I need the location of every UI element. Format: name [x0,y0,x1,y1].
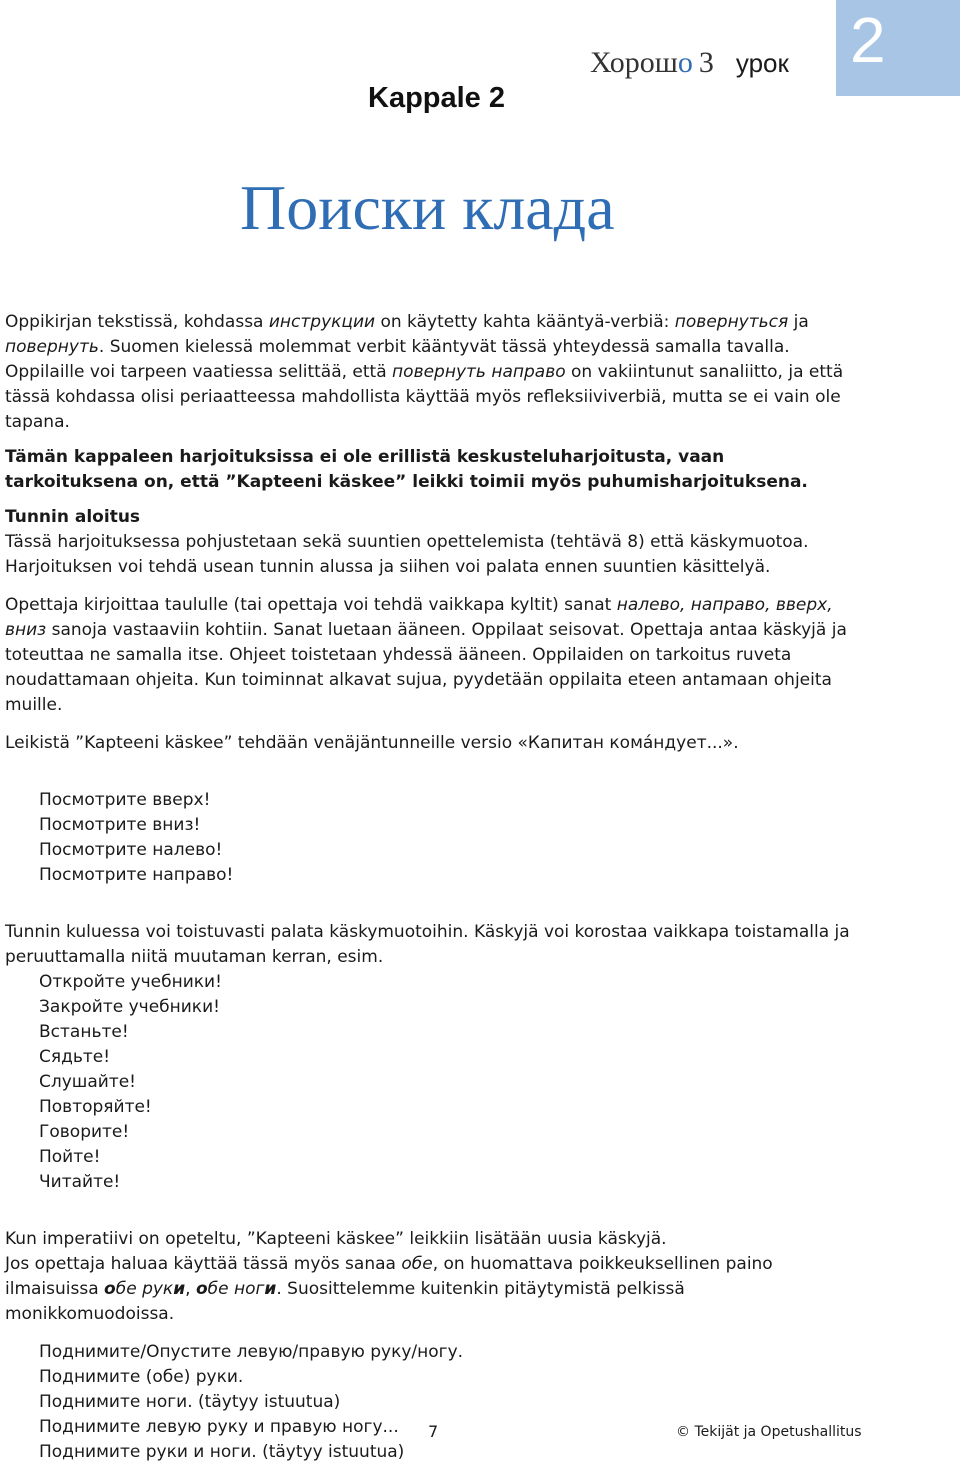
start-heading: Tunnin aloitus [5,507,141,527]
repeat-paragraph: Tunnin kuluessa voi toistuvasti palata käskymuotoihin. Käskyjä voi korostaa vaikkapa toistamalla ja peruuttamalla niitä muutaman kerran, esim. [5,922,850,967]
chapter-badge-number: 2 [850,4,886,76]
chapter-badge [836,0,960,96]
series-number: 3 [698,46,714,79]
series-urok: урок [735,48,789,78]
list-item: Поднимите (обе) руки. [39,1367,244,1387]
main-content [5,310,855,1465]
list-item: Говорите! [39,1122,130,1142]
list-item: Поднимите левую руку и правую ногу... [39,1417,399,1437]
list-item: Повторяйте! [39,1097,152,1117]
command-list-directions [5,788,855,888]
list-item: Закройте учебники! [39,997,220,1017]
imperative-line-1: Kun imperatiivi on opeteltu, ”Kapteeni käskee” leikkiin lisätään uusia käskyjä. [5,1229,667,1249]
list-item: Посмотрите вниз! [39,815,201,835]
series-word: Хорош [590,46,678,79]
list-item: Посмотрите направо! [39,865,234,885]
series-word-o: о [677,46,693,79]
copyright: © Tekijät ja Opetushallitus [676,1424,862,1440]
chapter-heading: Kappale 2 [368,82,505,114]
teacher-paragraph: Opettaja kirjoittaa taululle (tai opettaja voi tehdä vaikkapa kyltit) sanat налево, направо, вверх, вниз sanoja vastaaviin kohtiin. Sanat luetaan ääneen. Oppilaat seisovat. Opettaja antaa käskyjä ja toteuttaa ne samalla itse. Ohjeet toistetaan yhdessä ääneen. Oppilaiden on tarkoitus ruveta noudattamaan ohjeita. Kun toiminnat alkavat sujua, pyydetään oppilaita eteen antamaan ohjeita muille. [5,595,847,715]
imperative-line-2: Jos opettaja haluaa käyttää tässä myös sanaa обе, on huomattava poikkeuksellinen paino ilmaisuissa обе руки, обе ноги. Suosittelemme kuitenkin pitäytymistä pelkissä monikkomuodoissa. [5,1254,773,1324]
list-item: Поднимите ноги. (täytyy istuutua) [39,1392,341,1412]
command-list-body [5,1340,855,1465]
page-number: 7 [428,1422,439,1441]
game-line: Leikistä ”Kapteeni käskee” tehdään venäjäntunneille versio «Капитан комáндует...». [5,733,739,753]
list-item: Посмотрите вверх! [39,790,211,810]
intro-paragraph: Oppikirjan tekstissä, kohdassa инструкции on käytetty kahta kääntyä-verbiä: повернуться ja повернуть. Suomen kielessä molemmat verbit kääntyvät tässä yhteydessä samalla tavalla. Oppilaille voi tarpeen vaatiessa selittää, että повернуть направо on vakiintunut sanaliitto, ja että tässä kohdassa olisi periaatteessa mahdollista käyttää myös refleksiiviverbiä, mutta se ei vain ole tapana. [5,312,844,432]
start-text: Tässä harjoituksessa pohjustetaan sekä suuntien opettelemista (tehtävä 8) että käskymuotoa. Harjoituksen voi tehdä usean tunnin alussa ja siihen voi palata ennen suuntien käsittelyä. [5,532,809,577]
list-item: Откройте учебники! [39,972,222,992]
list-item: Читайте! [39,1172,121,1192]
list-item: Слушайте! [39,1072,136,1092]
list-item: Пойте! [39,1147,101,1167]
page-title: Поиски клада [240,172,615,243]
list-item: Встаньте! [39,1022,129,1042]
bold-note: Tämän kappaleen harjoituksissa ei ole erillistä keskusteluharjoitusta, vaan tarkoituksena on, että ”Kapteeni käskee” leikki toimii myös puhumisharjoituksena. [5,447,808,492]
list-item: Поднимите руки и ноги. (täytyy istuutua) [39,1442,405,1462]
list-item: Сядьте! [39,1047,111,1067]
list-item: Поднимите/Опустите левую/правую руку/ногу. [39,1342,464,1362]
series-title [590,48,789,78]
command-list-classroom [5,970,855,1195]
list-item: Посмотрите налево! [39,840,223,860]
